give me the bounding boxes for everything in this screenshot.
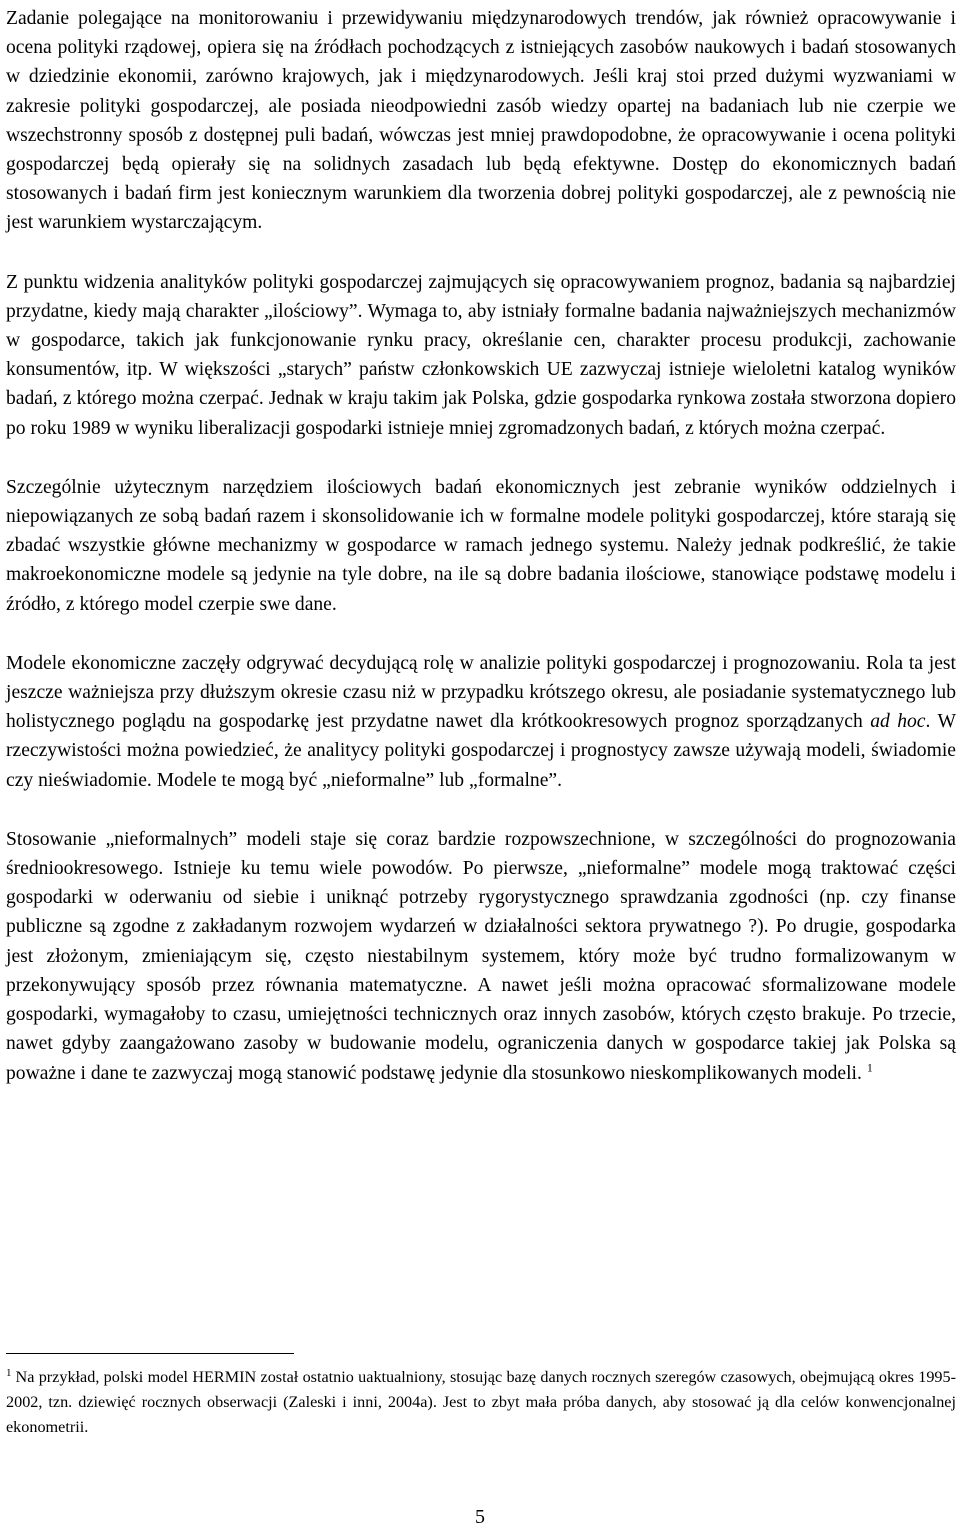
footnote (6, 1365, 956, 1440)
paragraph-model-role (6, 649, 956, 795)
paragraph-informal-models-text: Stosowanie „nieformalnych” modeli staje się coraz bardzie rozpowszechnione, w szczególności do prognozowania średniookresowego. Istnieje ku temu wiele powodów. Po pierwsze, „nieformalne” modele mogą traktować części gospodarki w oderwaniu od siebie i uniknąć potrzeby rygorystycznego sprawdzania zgodności (np. czy finanse publiczne są zgodne z zakładanym rozwojem wydarzeń w działalności sektora prywatnego ?). Po drugie, gospodarka jest złożonym, zmieniającym się, często niestabilnym systemem, który może być trudno formalizowanym w przekonywujący sposób przez równania matematyczne. A nawet jeśli można opracować sformalizowane modele gospodarki, wymagałoby to czasu, umiejętności technicznych oraz innych zasobów, których często brakuje. Po trzecie, nawet gdyby zaangażowano zasoby w budowanie modelu, ograniczenia danych w gospodarce takiej jak Polska są poważne i dane te zazwyczaj mogą stanowić podstawę jedynie dla stosunkowo nieskomplikowanych modeli. (6, 828, 956, 1084)
paragraph-informal-models (6, 825, 956, 1088)
paragraph-quantitative-research: Z punktu widzenia analityków polityki gospodarczej zajmujących się opracowywaniem prognoz, badania są najbardziej przydatne, kiedy mają charakter „ilościowy”. Wymaga to, aby istniały formalne badania najważniejszych mechanizmów w gospodarce, takich jak funkcjonowanie rynku pracy, określanie cen, charakter procesu produkcji, zachowanie konsumentów, itp. W większości „starych” państw członkowskich UE zazwyczaj istnieje wieloletni katalog wyników badań, z którego można czerpać. Jednak w kraju takim jak Polska, gdzie gospodarka rynkowa została stworzona dopiero po roku 1989 w wyniku liberalizacji gospodarki istnieje mniej zgromadzonych badań, z których można czerpać. (6, 271, 956, 439)
footnote-separator (6, 1353, 294, 1354)
paragraph-model-role-text-1: Modele ekonomiczne zaczęły odgrywać decydującą rolę w analizie polityki gospodarczej i prognozowaniu. Rola ta jest jeszcze ważniejsza przy dłuższym okresie czasu niż w przypadku krótszego okresu, ale posiadanie systematycznego lub holistycznego poglądu na gospodarkę jest przydatne nawet dla krótkookresowych prognoz sporządzanych (6, 652, 956, 733)
document-body (6, 4, 956, 1088)
footnote-marker: 1 (6, 1366, 12, 1379)
paragraph-model-role-italic: ad hoc (870, 711, 926, 733)
paragraph-formal-models: Szczególnie użytecznym narzędziem ilościowych badań ekonomicznych jest zebranie wyników oddzielnych i niepowiązanych ze sobą badań razem i skonsolidowanie ich w formalne modele polityki gospodarczej, które starają się zbadać wszystkie główne mechanizmy w gospodarce w ramach jednego systemu. Należy jednak podkreślić, że takie makroekonomiczne modele są jedynie na tyle dobre, na ile są dobre badania ilościowe, stanowiące podstawę modelu i źródło, z którego model czerpie swe dane. (6, 476, 956, 615)
footnote-reference[interactable]: 1 (866, 1059, 873, 1074)
paragraph-research-sources: Zadanie polegające na monitorowaniu i przewidywaniu międzynarodowych trendów, jak również opracowywanie i ocena polityki rządowej, opiera się na źródłach pochodzących z istniejących zasobów naukowych i badań stosowanych w dziedzinie ekonomii, zarówno krajowych, jak i międzynarodowych. Jeśli kraj stoi przed dużymi wyzwaniami w zakresie polityki gospodarczej, ale posiada nieodpowiedni zasób wiedzy opartej na badaniach lub nie czerpie we wszechstronny sposób z dostępnej puli badań, wówczas jest mniej prawdopodobne, że opracowywanie i ocena polityki gospodarczej będą opierały się na solidnych zasadach lub będą efektywne. Dostęp do ekonomicznych badań stosowanych i badań firm jest koniecznym warunkiem dla tworzenia dobrej polityki gospodarczej, ale z pewnością nie jest warunkiem wystarczającym. (6, 8, 956, 234)
footnote-text: Na przykład, polski model HERMIN został ostatnio uaktualniony, stosując bazę danych rocznych szeregów czasowych, obejmującą okres 1995-2002, tzn. dziewięć rocznych obserwacji (Zaleski i inni, 2004a). Jest to zbyt mała próba danych, aby stosować ją dla celów konwencjonalnej ekonometrii. (6, 1368, 956, 1436)
page-number: 5 (475, 1506, 485, 1528)
paragraph-model-role-text-2: . W rzeczywistości można powiedzieć, że analitycy polityki gospodarczej i prognostycy zawsze używają modeli, świadomie czy nieświadomie. Modele te mogą być „nieformalne” lub „formalne”. (6, 711, 956, 791)
